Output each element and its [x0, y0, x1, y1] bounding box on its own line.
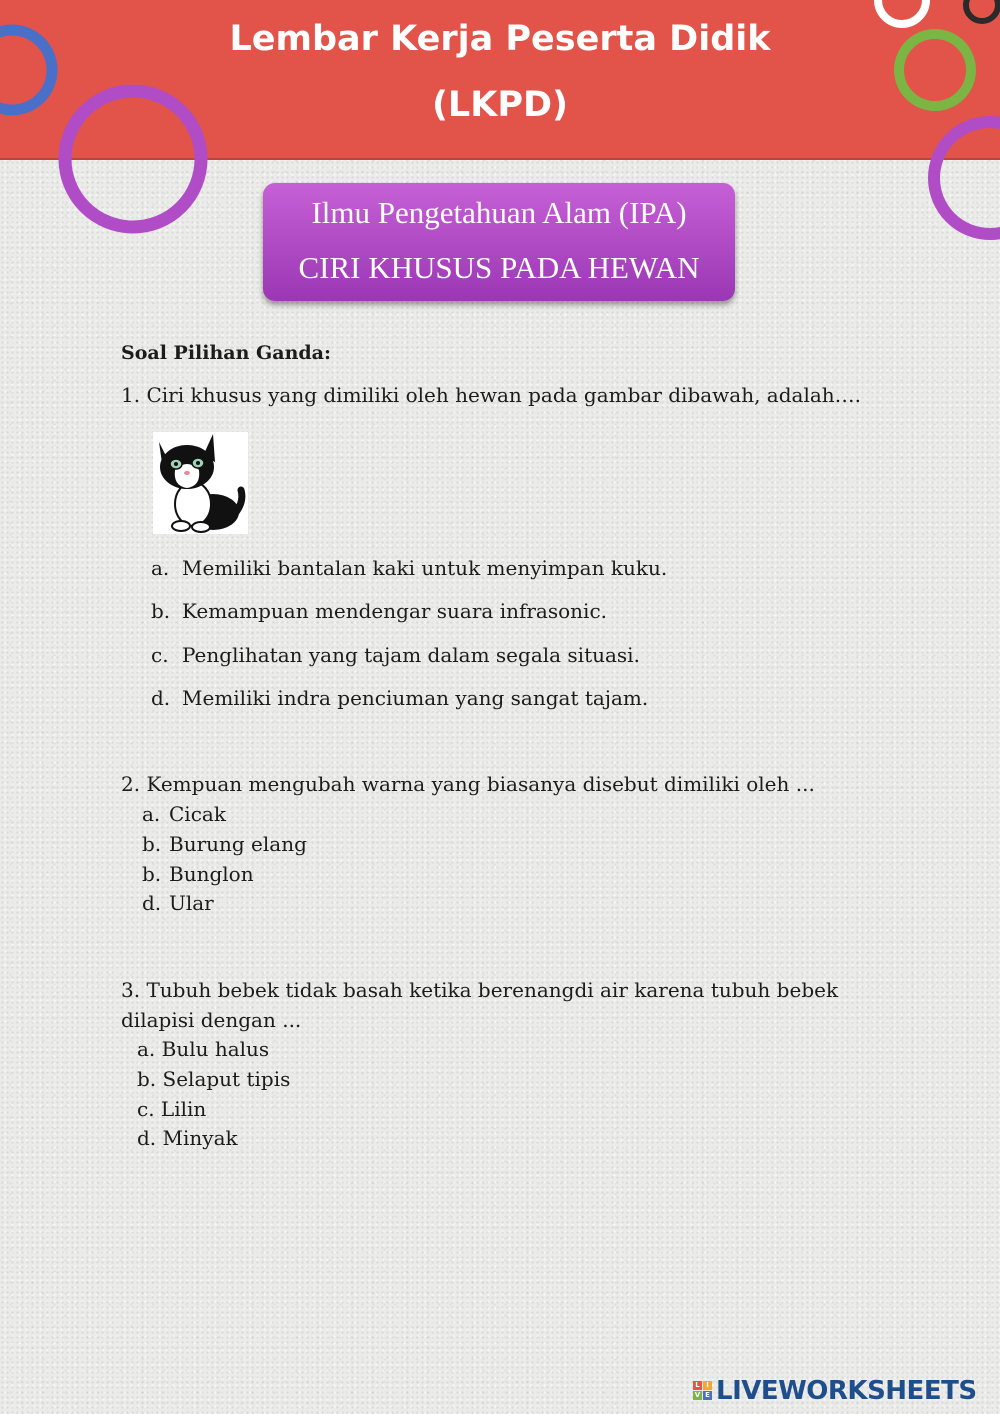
- question-2-option-a[interactable]: [142, 799, 226, 829]
- logo-text: LIVEWORKSHEETS: [716, 1376, 977, 1406]
- option-letter: b.: [142, 862, 162, 886]
- question-3-text-line2: dilapisi dengan ...: [121, 1008, 302, 1032]
- question-3-text-line1: 3. Tubuh bebek tidak basah ketika berenangdi air karena tubuh bebek: [121, 978, 839, 1002]
- option-text: Memiliki bantalan kaki untuk menyimpan kuku.: [182, 556, 668, 580]
- question-2-option-b[interactable]: [142, 829, 307, 859]
- subject-name: Ilmu Pengetahuan Alam (IPA): [311, 195, 687, 230]
- question-2-option-d[interactable]: [142, 888, 214, 918]
- question-1-option-c[interactable]: [151, 640, 640, 670]
- question-3-option-c[interactable]: c. Lilin: [137, 1097, 207, 1121]
- option-text: Kemampuan mendengar suara infrasonic.: [182, 599, 607, 623]
- cat-illustration: [153, 432, 248, 534]
- question-1-option-a[interactable]: [151, 553, 668, 583]
- option-letter: a.: [151, 556, 170, 580]
- option-letter: d.: [142, 891, 162, 915]
- question-3-option-a[interactable]: a. Bulu halus: [137, 1037, 270, 1061]
- topic-name: CIRI KHUSUS PADA HEWAN: [298, 250, 700, 285]
- option-text: Burung elang: [169, 832, 307, 856]
- option-letter: b.: [151, 599, 171, 623]
- logo-letter: L: [693, 1381, 702, 1390]
- question-1-option-d[interactable]: [151, 683, 649, 713]
- liveworksheets-logo-icon: [693, 1381, 713, 1401]
- question-3-option-d[interactable]: d. Minyak: [137, 1126, 238, 1150]
- option-text: Penglihatan yang tajam dalam segala situasi.: [182, 643, 640, 667]
- page-title-line2: (LKPD): [431, 85, 569, 125]
- option-letter: c.: [151, 643, 169, 667]
- logo-letter: V: [694, 1391, 701, 1399]
- option-text: Bunglon: [169, 862, 254, 886]
- option-letter: d.: [151, 686, 171, 710]
- question-1-text: 1. Ciri khusus yang dimiliki oleh hewan pada gambar dibawah, adalah….: [121, 383, 862, 407]
- logo-letter: I: [703, 1381, 712, 1390]
- page-title: [0, 6, 1000, 138]
- page-title-line1: Lembar Kerja Peserta Didik: [229, 19, 771, 59]
- subject-banner: [263, 183, 735, 301]
- question-2-option-c[interactable]: [142, 859, 254, 889]
- option-text: Cicak: [169, 802, 226, 826]
- logo-letter: E: [703, 1391, 712, 1400]
- option-letter: b.: [142, 832, 162, 856]
- option-text: Ular: [169, 891, 214, 915]
- liveworksheets-logo[interactable]: [693, 1374, 977, 1408]
- question-1-option-b[interactable]: [151, 596, 607, 626]
- option-text: Memiliki indra penciuman yang sangat tajam.: [182, 686, 649, 710]
- section-title: Soal Pilihan Ganda:: [121, 342, 331, 364]
- option-letter: a.: [142, 802, 161, 826]
- question-3-option-b[interactable]: b. Selaput tipis: [137, 1067, 291, 1091]
- question-2-text: 2. Kempuan mengubah warna yang biasanya disebut dimiliki oleh ...: [121, 772, 815, 796]
- ring-purple-right: [934, 122, 1000, 234]
